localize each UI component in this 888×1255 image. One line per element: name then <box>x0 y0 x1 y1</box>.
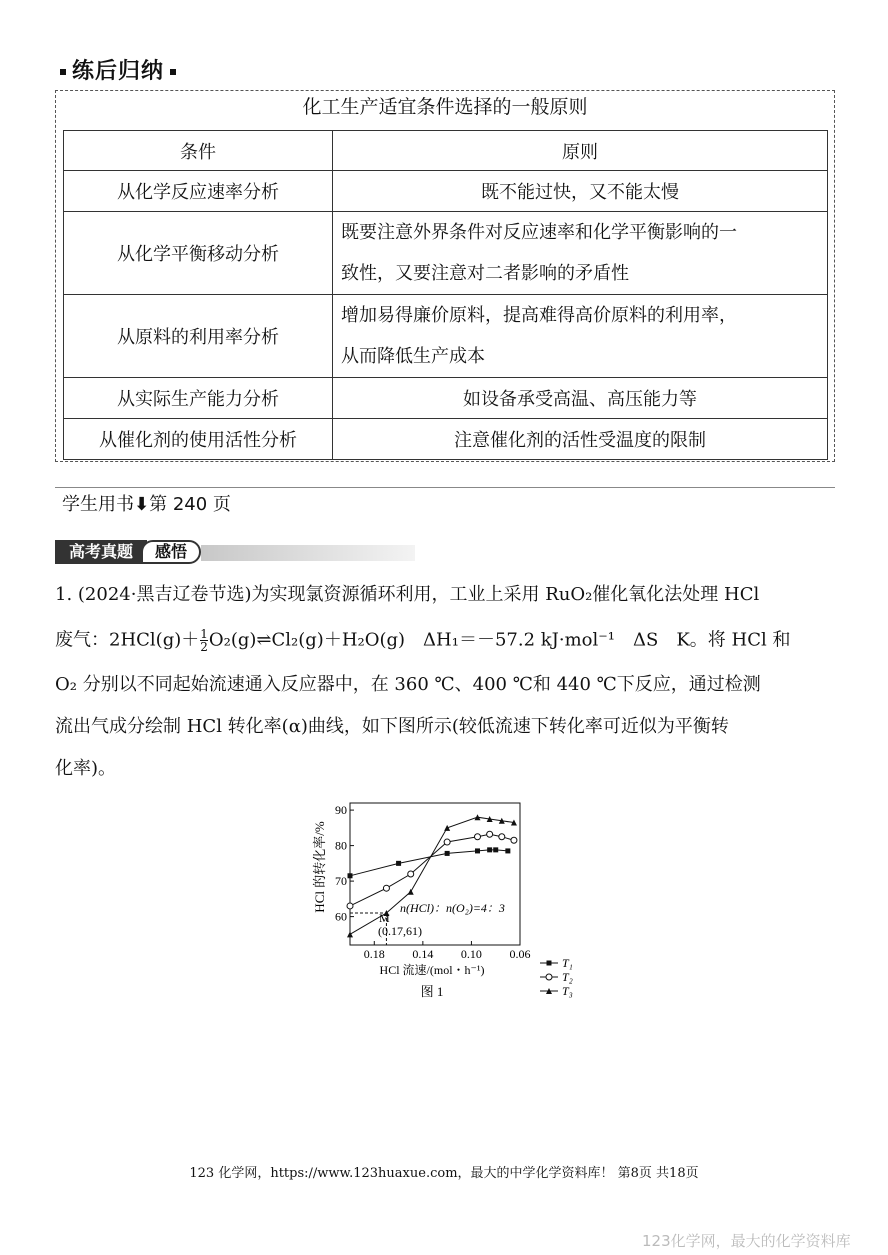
question-line: 废气：2HCl(g)＋ $\frac{1}{2}$ O₂(g)⇌Cl₂(g)＋H₂O(g) ΔH₁＝－57.2 kJ·mol⁻¹ ΔS K。将 HCl 和 <box>55 627 791 654</box>
question-line: 流出气成分绘制 HCl 转化率(α)曲线，如下图所示(较低流速下转化率可近似为平衡转 <box>55 716 729 737</box>
data-point-square <box>348 873 353 878</box>
principle-cell: 增加易得廉价原料，提高难得高价原料的利用率， 从而降低生产成本 <box>333 295 828 378</box>
legend-entry: T₁ <box>562 956 573 970</box>
banner-label-light: 感悟 <box>141 540 201 564</box>
section-title: 练后归纳 <box>54 54 182 85</box>
banner-gradient <box>201 545 415 561</box>
data-point-circle <box>475 834 481 840</box>
data-point-circle <box>408 871 414 877</box>
data-point-triangle <box>408 889 414 895</box>
principle-cell: 如设备承受高温、高压能力等 <box>333 378 828 419</box>
legend-marker-square <box>547 961 552 966</box>
data-point-square <box>445 851 450 856</box>
x-tick-label: 0.06 <box>509 947 531 961</box>
principle-cell: 注意催化剂的活性受温度的限制 <box>333 419 828 460</box>
legend-marker-circle <box>546 974 552 980</box>
page-footer: 123 化学网，https://www.123huaxue.com，最大的中学化学资料库！ 第8页 共18页 <box>189 1166 699 1181</box>
data-point-square <box>505 848 510 853</box>
book-reference: 学生用书⬇第 240 页 <box>62 494 231 515</box>
data-point-square <box>475 848 480 853</box>
condition-cell: 从原料的利用率分析 <box>64 295 333 378</box>
x-tick-label: 0.10 <box>460 947 482 961</box>
section-banner <box>55 540 415 564</box>
square-bullet-icon <box>170 69 176 75</box>
data-point-circle <box>347 903 353 909</box>
table-header-row <box>64 131 828 171</box>
divider <box>55 487 835 488</box>
table-title: 化工生产适宜条件选择的一般原则 <box>302 96 588 118</box>
data-point-square <box>396 861 401 866</box>
header-principle: 原则 <box>333 131 828 171</box>
data-point-circle <box>499 834 505 840</box>
plot-frame <box>350 803 520 945</box>
principle-cell: 既不能过快，又不能太慢 <box>333 171 828 212</box>
data-point-triangle <box>347 931 353 937</box>
table-row <box>64 171 828 212</box>
x-tick-label: 0.14 <box>412 947 434 961</box>
principles-table <box>63 130 828 460</box>
condition-cell: 从化学反应速率分析 <box>64 171 333 212</box>
plot-area <box>335 803 531 961</box>
header-condition: 条件 <box>64 131 333 171</box>
legend-entry: T₂ <box>562 970 573 984</box>
question-line: 化率)。 <box>55 758 117 779</box>
series-line <box>350 834 514 906</box>
series-line <box>350 850 508 876</box>
data-point-square <box>487 847 492 852</box>
y-tick-label: 90 <box>335 803 347 818</box>
banner-label-dark: 高考真题 <box>55 540 147 564</box>
data-point-circle <box>487 831 493 837</box>
data-point-square <box>493 847 498 852</box>
table-row <box>64 295 828 378</box>
question-line: 1. (2024·黑吉辽卷节选)为实现氯资源循环利用，工业上采用 RuO₂催化氧化法处理 HCl <box>55 584 760 605</box>
condition-cell: 从催化剂的使用活性分析 <box>64 419 333 460</box>
legend <box>540 956 573 998</box>
condition-cell: 从实际生产能力分析 <box>64 378 333 419</box>
square-bullet-icon <box>60 69 66 75</box>
chart-title: 图 1 <box>420 984 444 999</box>
principle-cell: 既要注意外界条件对反应速率和化学平衡影响的一 致性，又要注意对二者影响的矛盾性 <box>333 212 828 295</box>
x-tick-label: 0.18 <box>363 947 385 961</box>
conversion-chart <box>300 795 600 1010</box>
point-coordinate: (0.17,61) <box>378 924 422 938</box>
x-axis-label: HCl 流速/(mol・h⁻¹) <box>379 963 485 977</box>
data-point-circle <box>511 837 517 843</box>
y-tick-label: 60 <box>335 909 347 924</box>
y-tick-label: 70 <box>335 874 347 889</box>
fraction: $\frac{1}{2}$ <box>200 627 208 654</box>
down-arrow-icon: ⬇ <box>134 494 150 515</box>
condition-cell: 从化学平衡移动分析 <box>64 212 333 295</box>
ratio-annotation: n(HCl)：n(O₂)=4：3 <box>400 901 505 915</box>
data-point-triangle <box>444 825 450 831</box>
table-row <box>64 419 828 460</box>
legend-entry: T₃ <box>562 984 573 998</box>
question-line: O₂ 分别以不同起始流速通入反应器中，在 360 ℃、400 ℃和 440 ℃下反应，通过检测 <box>55 674 761 695</box>
point-label: M <box>379 911 390 925</box>
table-row <box>64 378 828 419</box>
y-tick-label: 80 <box>335 838 347 853</box>
data-point-circle <box>383 885 389 891</box>
y-axis-label: HCl 的转化率/% <box>312 821 327 913</box>
watermark: 123化学网，最大的化学资料库 <box>642 1232 851 1250</box>
table-row <box>64 212 828 295</box>
data-point-circle <box>444 839 450 845</box>
